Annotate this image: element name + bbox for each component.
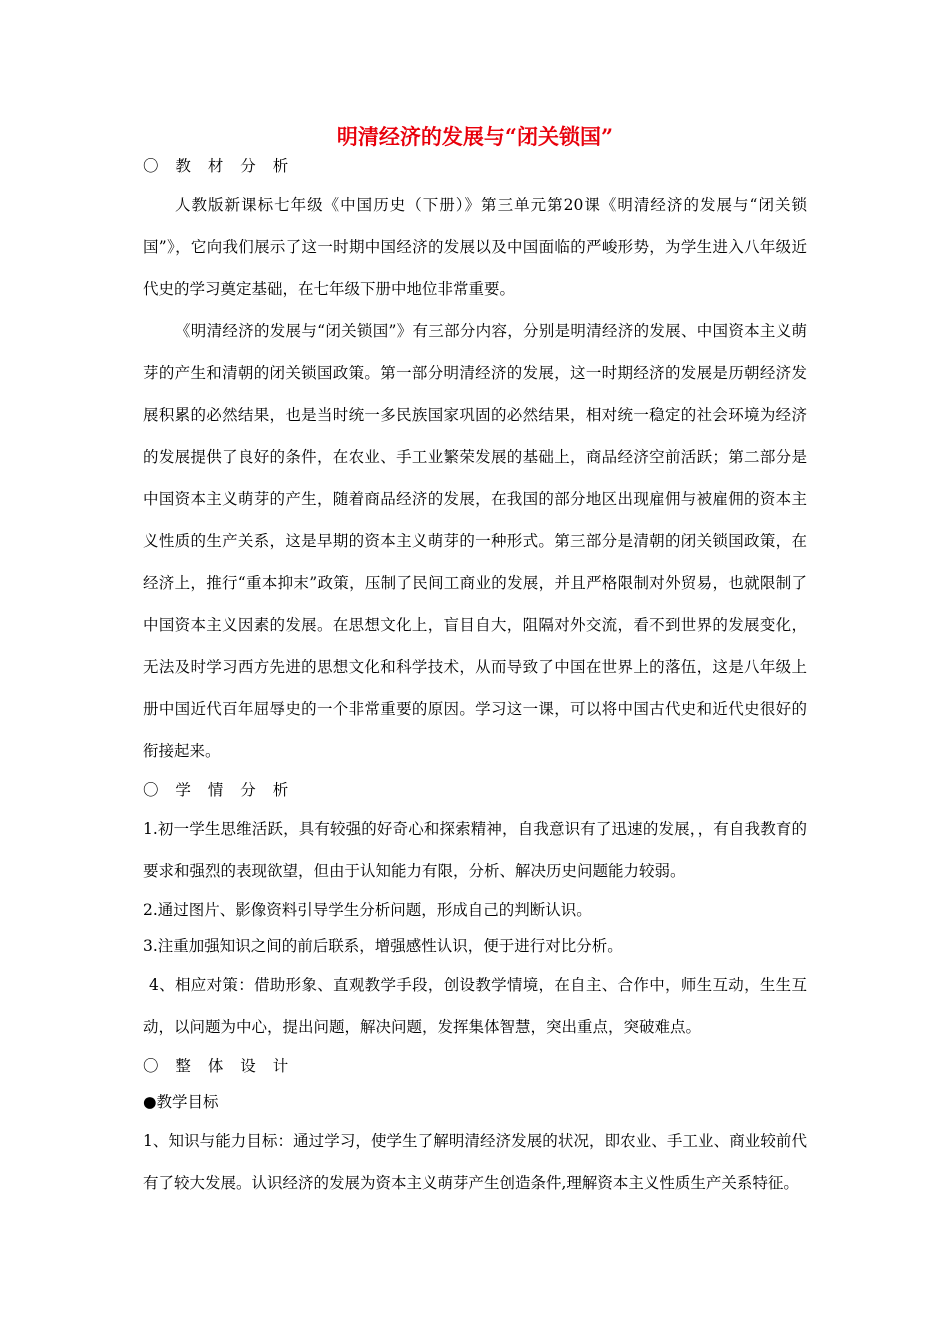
list-item-goal-1: 1、知识与能力目标：通过学习，使学生了解明清经济发展的状况，即农业、手工业、商业较前代有了较大发展。认识经济的发展为资本主义萌芽产生创造条件,理解资本主义性质生产关系特征。 xyxy=(143,1132,807,1192)
section-heading-overall-design: 〇 整 体 设 计 xyxy=(143,1057,295,1075)
list-item-student-2: 2.通过图片、影像资料引导学生分析问题，形成自己的判断认识。 xyxy=(143,901,592,919)
paragraph-textbook-content: 《明清经济的发展与“闭关锁国”》有三部分内容，分别是明清经济的发展、中国资本主义萌芽的产生和清朝的闭关锁国政策。第一部分明清经济的发展，这一时期经济的发展是历朝经济发展积累的必然结果，也是当时统一多民族国家巩固的必然结果，相对统一稳定的社会环境为经济的发展提供了良好的条件，在农业、手工业繁荣发展的基础上，商品经济空前活跃；第二部分是中国资本主义萌芽的产生，随着商品经济的发展，在我国的部分地区出现雇佣与被雇佣的资本主义性质的生产关系，这是早期的资本主义萌芽的一种形式。第三部分是清朝的闭关锁国政策，在经济上，推行“重本抑末”政策，压制了民间工商业的发展，并且严格限制对外贸易，也就限制了中国资本主义因素的发展。在思想文化上，盲目自大，阻隔对外交流，看不到世界的发展变化，无法及时学习西方先进的思想文化和科学技术，从而导致了中国在世界上的落伍，这是八年级上册中国近代百年屈辱史的一个非常重要的原因。学习这一课，可以将中国古代史和近代史很好的衔接起来。 xyxy=(143,322,807,760)
document-body xyxy=(143,148,807,1204)
paragraph-textbook-intro: 人教版新课标七年级《中国历史（下册）》第三单元第20课《明清经济的发展与“闭关锁国”》，它向我们展示了这一时期中国经济的发展以及中国面临的严峻形势，为学生进入八年级近代史的学习奠定基础，在七年级下册中地位非常重要。 xyxy=(143,196,807,298)
list-item-student-3: 3.注重加强知识之间的前后联系，增强感性认识，便于进行对比分析。 xyxy=(143,937,623,955)
list-item-student-4: 4、相应对策：借助形象、直观教学手段，创设教学情境，在自主、合作中，师生互动，生生互动，以问题为中心，提出问题，解决问题，发挥集体智慧，突出重点，突破难点。 xyxy=(143,976,807,1036)
document-title: 明清经济的发展与“闭关锁国” xyxy=(336,124,614,149)
section-heading-student-analysis: 〇 学 情 分 析 xyxy=(143,781,295,799)
list-item-student-1: 1.初一学生思维活跃，具有较强的好奇心和探索精神，自我意识有了迅速的发展，，有自我教育的要求和强烈的表现欲望，但由于认知能力有限，分析、解决历史问题能力较弱。 xyxy=(143,820,807,880)
subheading-teaching-goals: ●教学目标 xyxy=(143,1093,219,1111)
section-heading-textbook-analysis: 〇 教 材 分 析 xyxy=(143,157,295,175)
